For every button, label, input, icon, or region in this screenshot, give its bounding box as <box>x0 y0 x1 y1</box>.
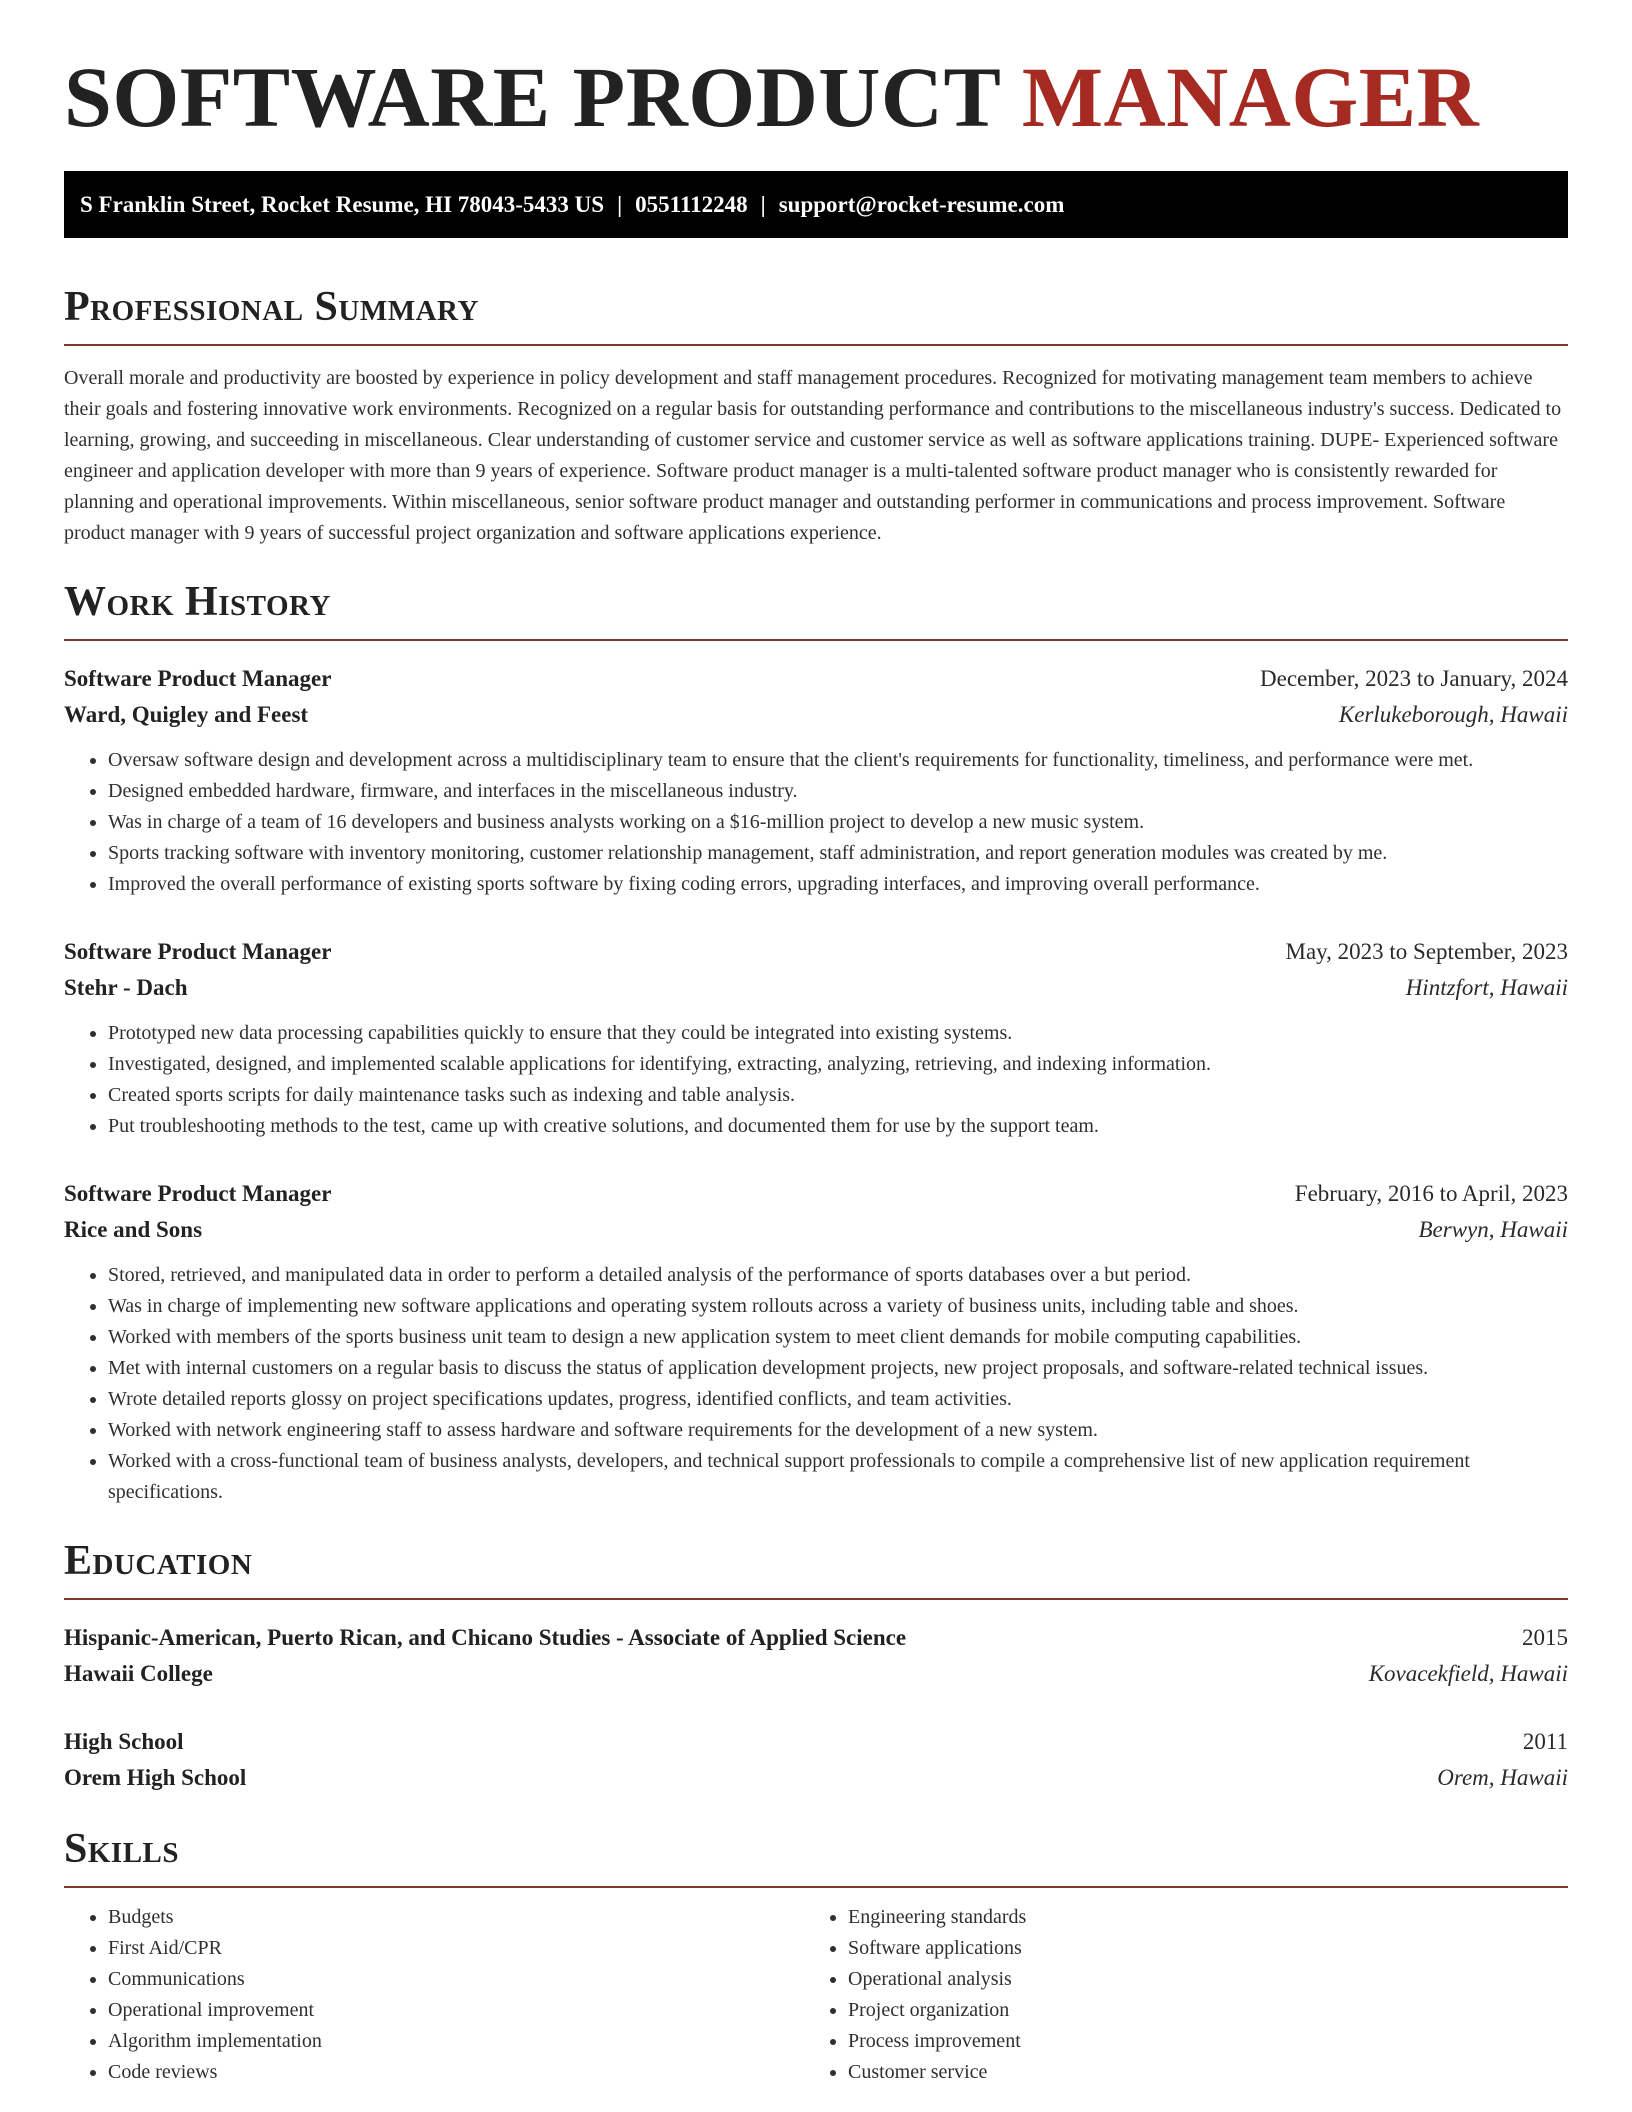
section-title-work-history: Work History <box>64 578 331 625</box>
job-bullet: • Met with internal customers on a regular basis to discuss the status of application development projects, new project proposals, and software-related technical issues. <box>108 1353 1568 1384</box>
job-role: Software Product Manager <box>64 1180 332 1206</box>
job-bullet: • Designed embedded hardware, firmware, and interfaces in the miscellaneous industry. <box>108 776 1568 807</box>
education-year: 2015 <box>1522 1625 1568 1651</box>
skills-list-left <box>64 1902 804 2088</box>
summary-section <box>64 284 1568 549</box>
education-school-row <box>64 1760 1568 1796</box>
skill-item: • Software applications <box>848 1933 1544 1964</box>
section-title-skills: Skills <box>64 1826 180 1873</box>
education-location: Kovacekfield, Hawaii <box>1368 1661 1568 1687</box>
education-school: Orem High School <box>64 1765 247 1791</box>
job-header-row <box>64 1176 1568 1212</box>
education-header-row <box>64 1620 1568 1656</box>
resume-title <box>64 50 1568 145</box>
job-bullet: • Was in charge of implementing new software applications and operating system rollouts across a variety of business units, including table and shoes. <box>108 1291 1568 1322</box>
summary-text: Overall morale and productivity are boosted by experience in policy development and staff management procedures. Recognized for motivating management team members to achieve their goals and fostering innovative work environments. Recognized on a regular basis for outstanding performance and contributions to the miscellaneous industry's success. Dedicated to learning, growing, and succeeding in miscellaneous. Clear understanding of customer service and customer service as well as software applications training. DUPE- Experienced software engineer and application developer with more than 9 years of experience. Software product manager is a multi-talented software product manager who is consistently rewarded for planning and operational improvements. Within miscellaneous, senior software product manager and outstanding performer in communications and process improvement. Software product manager with 9 years of successful project organization and software applications experience. <box>64 366 1562 544</box>
job-bullet: • Created sports scripts for daily maintenance tasks such as indexing and table analysis. <box>108 1080 1568 1111</box>
skill-item: • Project organization <box>848 1995 1544 2026</box>
job-company-row <box>64 1212 1568 1248</box>
job-bullet: • Sports tracking software with inventory monitoring, customer relationship management, staff administration, and report generation modules was created by me. <box>108 838 1568 869</box>
education-location: Orem, Hawaii <box>1437 1765 1568 1791</box>
skill-item: • Operational analysis <box>848 1964 1544 1995</box>
job-company: Rice and Sons <box>64 1216 203 1242</box>
section-divider <box>64 344 1568 346</box>
job-dates: December, 2023 to January, 2024 <box>1260 665 1568 691</box>
job-entry <box>64 934 1568 1142</box>
job-bullet: • Improved the overall performance of existing sports software by fixing coding errors, upgrading interfaces, and improving overall performance. <box>108 869 1568 900</box>
education-year: 2011 <box>1522 1729 1568 1755</box>
skill-item: • Budgets <box>108 1902 804 1933</box>
education-degree: High School <box>64 1729 184 1755</box>
skill-item: • Communications <box>108 1964 804 1995</box>
skill-item: • Code reviews <box>108 2057 804 2088</box>
education-entry <box>64 1724 1568 1796</box>
work-history-section <box>64 579 1568 1508</box>
section-divider <box>64 1598 1568 1600</box>
education-section <box>64 1538 1568 1796</box>
job-bullet: • Worked with members of the sports business unit team to design a new application system to meet client demands for mobile computing capabilities. <box>108 1322 1568 1353</box>
education-entry <box>64 1620 1568 1692</box>
job-header-row <box>64 661 1568 697</box>
contact-separator: | <box>617 191 623 217</box>
job-company: Ward, Quigley and Feest <box>64 701 309 727</box>
job-bullet: • Worked with a cross-functional team of business analysts, developers, and technical support professionals to compile a comprehensive list of new application requirement specifications. <box>108 1446 1568 1508</box>
job-company: Stehr - Dach <box>64 974 188 1000</box>
job-bullets <box>64 1260 1568 1508</box>
skill-item: • First Aid/CPR <box>108 1933 804 1964</box>
job-role: Software Product Manager <box>64 665 332 691</box>
job-bullet: • Worked with network engineering staff to assess hardware and software requirements for the development of a new system. <box>108 1415 1568 1446</box>
job-entry <box>64 1176 1568 1508</box>
job-dates: February, 2016 to April, 2023 <box>1294 1180 1568 1206</box>
job-bullet: • Wrote detailed reports glossy on project specifications updates, progress, identified conflicts, and team activities. <box>108 1384 1568 1415</box>
job-company-row <box>64 970 1568 1006</box>
job-header-row <box>64 934 1568 970</box>
job-bullet: • Put troubleshooting methods to the test, came up with creative solutions, and documented them for use by the support team. <box>108 1111 1568 1142</box>
section-divider <box>64 1886 1568 1888</box>
education-header-row <box>64 1724 1568 1760</box>
job-bullets <box>64 1018 1568 1142</box>
job-company-row <box>64 697 1568 733</box>
contact-email: support@rocket-resume.com <box>778 191 1065 217</box>
education-school-row <box>64 1656 1568 1692</box>
job-location: Kerlukeborough, Hawaii <box>1338 701 1568 727</box>
job-bullet: • Investigated, designed, and implemented scalable applications for identifying, extracting, analyzing, retrieving, and indexing information. <box>108 1049 1568 1080</box>
job-dates: May, 2023 to September, 2023 <box>1285 938 1568 964</box>
skills-section <box>64 1826 1568 2088</box>
job-role: Software Product Manager <box>64 938 332 964</box>
job-bullet: • Prototyped new data processing capabilities quickly to ensure that they could be integrated into existing systems. <box>108 1018 1568 1049</box>
education-degree: Hispanic-American, Puerto Rican, and Chicano Studies - Associate of Applied Science <box>64 1625 907 1651</box>
job-bullet: • Was in charge of a team of 16 developers and business analysts working on a $16-million project to develop a new music system. <box>108 807 1568 838</box>
job-entry <box>64 661 1568 900</box>
title-part-2: MANAGER <box>1021 49 1480 145</box>
section-divider <box>64 639 1568 641</box>
skills-list-right <box>804 1902 1544 2088</box>
skill-item: • Process improvement <box>848 2026 1544 2057</box>
contact-phone: 0551112248 <box>635 191 748 217</box>
skills-columns <box>64 1902 1568 2088</box>
job-bullet: • Stored, retrieved, and manipulated data in order to perform a detailed analysis of the performance of sports databases over a but period. <box>108 1260 1568 1291</box>
job-bullets <box>64 745 1568 900</box>
title-part-1: SOFTWARE PRODUCT <box>64 49 1000 145</box>
skill-item: • Engineering standards <box>848 1902 1544 1933</box>
skill-item: • Operational improvement <box>108 1995 804 2026</box>
contact-bar <box>64 171 1568 238</box>
contact-separator: | <box>760 191 766 217</box>
job-location: Berwyn, Hawaii <box>1418 1216 1568 1242</box>
section-title-summary: Professional Summary <box>64 283 479 330</box>
job-bullet: • Oversaw software design and development across a multidisciplinary team to ensure that the client's requirements for functionality, timeliness, and performance were met. <box>108 745 1568 776</box>
education-school: Hawaii College <box>64 1661 213 1687</box>
contact-address: S Franklin Street, Rocket Resume, HI 78043-5433 US <box>80 191 605 217</box>
section-title-education: Education <box>64 1537 253 1584</box>
skill-item: • Customer service <box>848 2057 1544 2088</box>
skill-item: • Algorithm implementation <box>108 2026 804 2057</box>
job-location: Hintzfort, Hawaii <box>1405 974 1568 1000</box>
